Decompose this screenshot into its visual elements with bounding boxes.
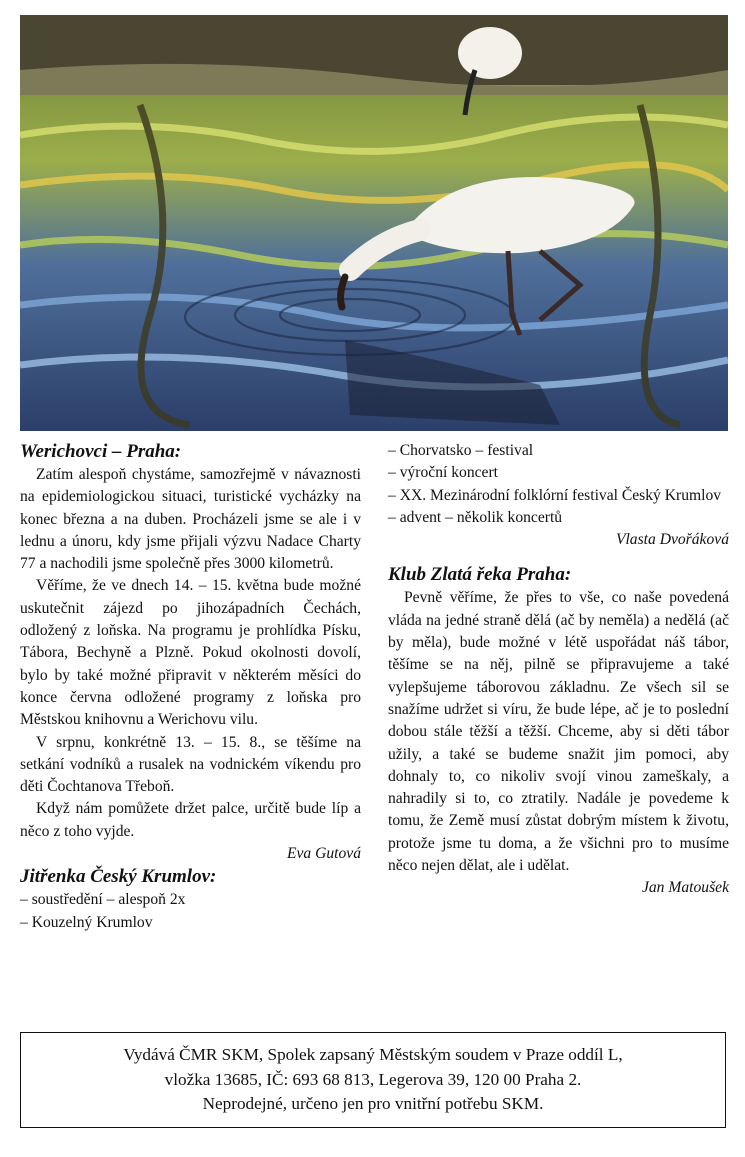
- spoonbill-photo: [20, 15, 728, 431]
- list-item: – advent – několik koncertů: [388, 508, 563, 526]
- signature-eva-gutova: Eva Gutová: [286, 845, 361, 863]
- section-heading-werichovci: Werichovci – Praha:: [20, 441, 182, 462]
- signature-jan-matousek: Jan Matoušek: [641, 879, 729, 897]
- section-heading-jitrenka: Jitřenka Český Krumlov:: [20, 866, 217, 888]
- publisher-footer: [20, 1032, 726, 1128]
- list-item: – Kouzelný Krumlov: [20, 913, 153, 931]
- paragraph: Když nám pomůžete držet palce, určitě bude líp a něco z toho vyjde.: [20, 800, 361, 840]
- paragraph: Věříme, že ve dnech 14. – 15. května bude možné uskutečnit zájezd po jihozápadních Čechách, odložený z loňska. Na programu je prohlídka Písku, Tábora, Bechyně a Plzně. Pokud okolnosti dovolí, bylo by také možné připravit v některém měsíci do konce června odložené programy z loňska pro Městskou knihovnu a Werichovu vilu.: [20, 577, 361, 729]
- list-item: – Chorvatsko – festival: [388, 442, 534, 459]
- footer-line: Vydává ČMR SKM, Spolek zapsaný Městským soudem v Praze oddíl L,: [123, 1045, 623, 1064]
- section-heading-klub-zlata-reka: Klub Zlatá řeka Praha:: [388, 564, 572, 586]
- program-list-continued: [388, 440, 729, 529]
- list-item: – XX. Mezinárodní folklórní festival Český Krumlov: [388, 486, 722, 504]
- paragraph: Zatím alespoň chystáme, samozřejmě v návaznosti na epidemiologickou situaci, turistické vycházky na konec března a na duben. Procházeli jsme se ale i v lednu a únoru, kdy jsme přijali výzvu Nadace Charty 77 a nachodili jsme společně přes 3000 kilometrů.: [20, 466, 361, 573]
- signature-vlasta-dvorakova: Vlasta Dvořáková: [615, 531, 729, 549]
- program-list: [20, 889, 361, 934]
- paragraph: V srpnu, konkrétně 13. – 15. 8., se těšíme na setkání vodníků a rusalek na vodnickém víkendu pro děti Čochtanova Třeboň.: [20, 733, 361, 796]
- right-column: [388, 440, 729, 900]
- list-item: – soustředění – alespoň 2x: [20, 891, 186, 909]
- footer-line: vložka 13685, IČ: 693 68 813, Legerova 39, 120 00 Praha 2.: [164, 1069, 582, 1089]
- left-column: [20, 440, 361, 934]
- paragraph: Pevně věříme, že přes to vše, co naše povedená vláda na jedné straně dělá (ač by neměla) a nedělá (ač by měla), bude možné v létě uspořádat náš tábor, těšíme se na něj, pilně se připravujeme a také vylepšujeme táborovou základnu. Ze všech sil se snažíme udržet si víru, že bude lépe, ač je to poslední dobou stále těžší a těžší. Chceme, aby si děti tábor užily, a také se budeme snažit jim pomoci, aby dohnaly to, co nikoliv svojí vinou zameškaly, a nahradily si to, co ztratily. Nadále je povedeme k tomu, že Země musí zůstat dobrým místem k životu, protože jsme tu doma, a že všichni pro to musíme něco nejen dělat, ale i udělat.: [388, 589, 729, 875]
- list-item: – výroční koncert: [388, 464, 498, 482]
- footer-line: Neprodejné, určeno jen pro vnitřní potřebu SKM.: [202, 1094, 544, 1113]
